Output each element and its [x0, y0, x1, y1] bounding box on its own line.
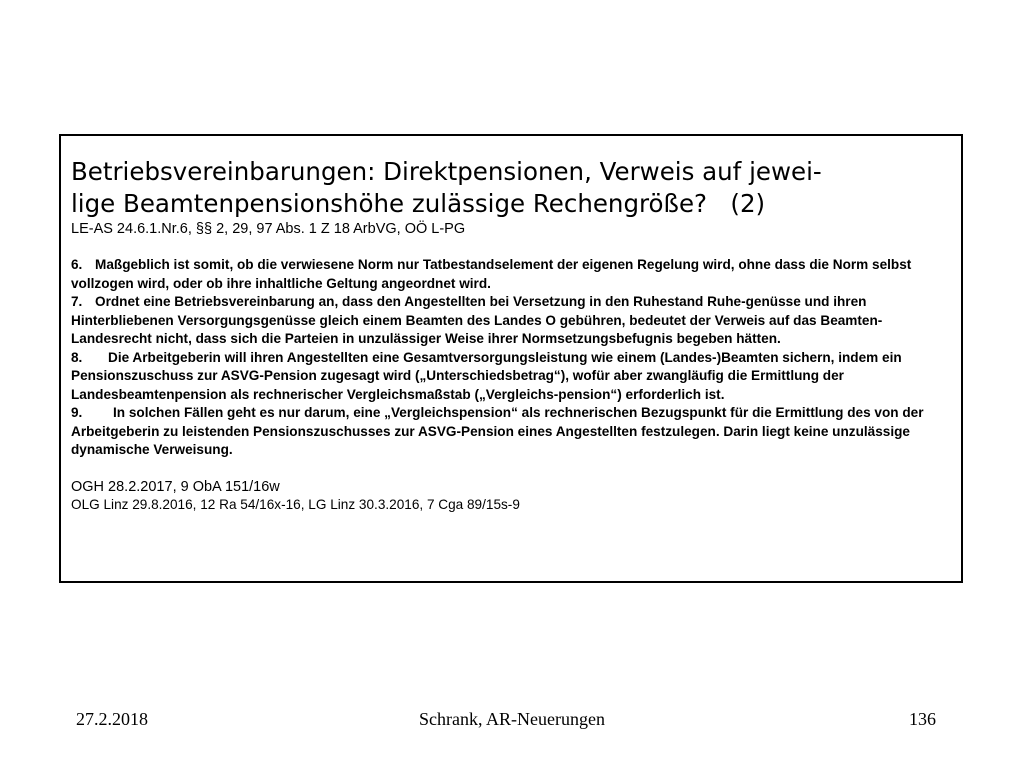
footer-author: Schrank, AR-Neuerungen: [419, 709, 605, 729]
paragraph-7: [71, 293, 951, 349]
page-number: 136: [909, 709, 936, 729]
slide-title: Betriebsvereinbarungen: Direktpensionen, Verweis auf jewei- lige Beamtenpensionshöhe zulässige Rechengröße? (2): [71, 157, 822, 218]
paragraph-6: [71, 256, 951, 293]
paragraph-number: 8.: [71, 349, 83, 365]
paragraph-text: Die Arbeitgeberin will ihren Angestellten eine Gesamtversorgungsleistung wie einem (Landes-)Beamten sichern, indem ein Pensionszuschuss zur ASVG-Pension zugesagt wird („Unterschiedsbetrag“), wofür aber zwangläufig die Ermittlung der Landesbeamtenpension als rechnerischer Vergleichsmaßstab („Vergleichs-pension“) erforderlich ist.: [71, 349, 902, 402]
paragraph-9: [71, 404, 951, 460]
spacer: [71, 460, 951, 478]
paragraph-number: 7.: [71, 294, 83, 309]
paragraph-number: 9.: [71, 405, 83, 420]
paragraph-number: 6.: [71, 257, 83, 272]
citation-primary: OGH 28.2.2017, 9 ObA 151/16w: [71, 478, 280, 495]
legal-reference: LE-AS 24.6.1.Nr.6, §§ 2, 29, 97 Abs. 1 Z 18 ArbVG, OÖ L-PG: [71, 221, 466, 237]
paragraph-8: [71, 349, 951, 405]
spacer: [71, 238, 951, 256]
footer-date: 27.2.2018: [76, 709, 148, 729]
paragraph-text: Ordnet eine Betriebsvereinbarung an, dass den Angestellten bei Versetzung in den Ruhestand Ruhe-genüsse und ihren Hinterbliebenen Versorgungsgenüsse gleich einem Beamten des Landes O gebühren, bedeutet der Verweis auf das Beamten-Landesrecht nicht, dass sich die Parteien in unzulässiger Weise ihrer Normsetzungsbefugnis begeben hätten.: [71, 294, 883, 346]
paragraph-text: Maßgeblich ist somit, ob die verwiesene Norm nur Tatbestandselement der eigenen Regelung wird, ohne dass die Norm selbst vollzogen wird, oder ob ihre inhaltliche Geltung angeordnet wird.: [71, 257, 912, 291]
content-box: [59, 134, 963, 583]
paragraph-text: In solchen Fällen geht es nur darum, eine „Vergleichspension“ als rechnerischen Bezugspunkt für die Ermittlung des von der Arbeitgeberin zu leistenden Pensionszuschusses zur ASVG-Pension eines Angestellten festzulegen. Darin liegt keine unzulässige dynamische Verweisung.: [71, 405, 924, 457]
citation-secondary: OLG Linz 29.8.2016, 12 Ra 54/16x-16, LG Linz 30.3.2016, 7 Cga 89/15s-9: [71, 496, 520, 512]
